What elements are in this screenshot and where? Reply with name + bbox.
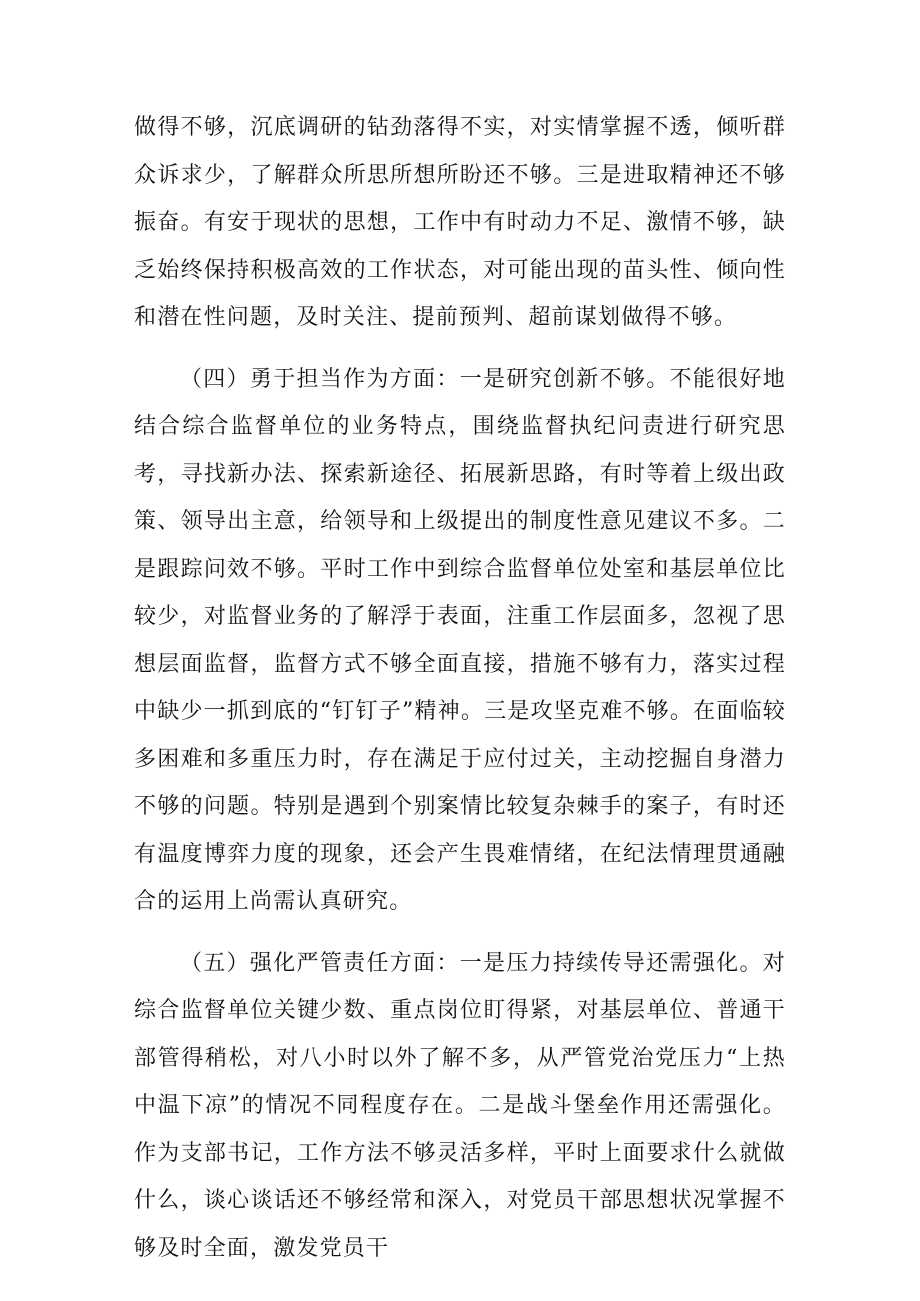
paragraph-section-five: （五）强化严管责任方面：一是压力持续传导还需强化。对综合监督单位关键少数、重点岗位盯得紧，对基层单位、普通干部管得稍松，对八小时以外了解不多，从严管党治党压力“上热中温下凉”的情况不同程度存在。二是战斗堡垒作用还需强化。作为支部书记，工作方法不够灵活多样，平时上面要求什么就做什么，谈心谈话还不够经常和深入，对党员干部思想状况掌握不够及时全面，激发党员干 [134, 950, 786, 1261]
document-page [134, 104, 786, 1272]
paragraph-section-four: （四）勇于担当作为方面：一是研究创新不够。不能很好地结合综合监督单位的业务特点，围绕监督执纪问责进行研究思考，寻找新办法、探索新途径、拓展新思路，有时等着上级出政策、领导出主意，给领导和上级提出的制度性意见建议不多。二是跟踪问效不够。平时工作中到综合监督单位处室和基层单位比较少，对监督业务的了解浮于表面，注重工作层面多，忽视了思想层面监督，监督方式不够全面直接，措施不够有力，落实过程中缺少一抓到底的“钉钉子”精神。三是攻坚克难不够。在面临较多困难和多重压力时，存在满足于应付过关，主动挖掘自身潜力不够的问题。特别是遇到个别案情比较复杂棘手的案子，有时还有温度博弈力度的现象，还会产生畏难情绪，在纪法情理贯通融合的运用上尚需认真研究。 [134, 366, 786, 914]
paragraph-continuation: 做得不够，沉底调研的钻劲落得不实，对实情掌握不透，倾听群众诉求少，了解群众所思所想所盼还不够。三是进取精神还不够振奋。有安于现状的思想，工作中有时动力不足、激情不够，缺乏始终保持积极高效的工作状态，对可能出现的苗头性、倾向性和潜在性问题，及时关注、提前预判、超前谋划做得不够。 [134, 115, 786, 330]
